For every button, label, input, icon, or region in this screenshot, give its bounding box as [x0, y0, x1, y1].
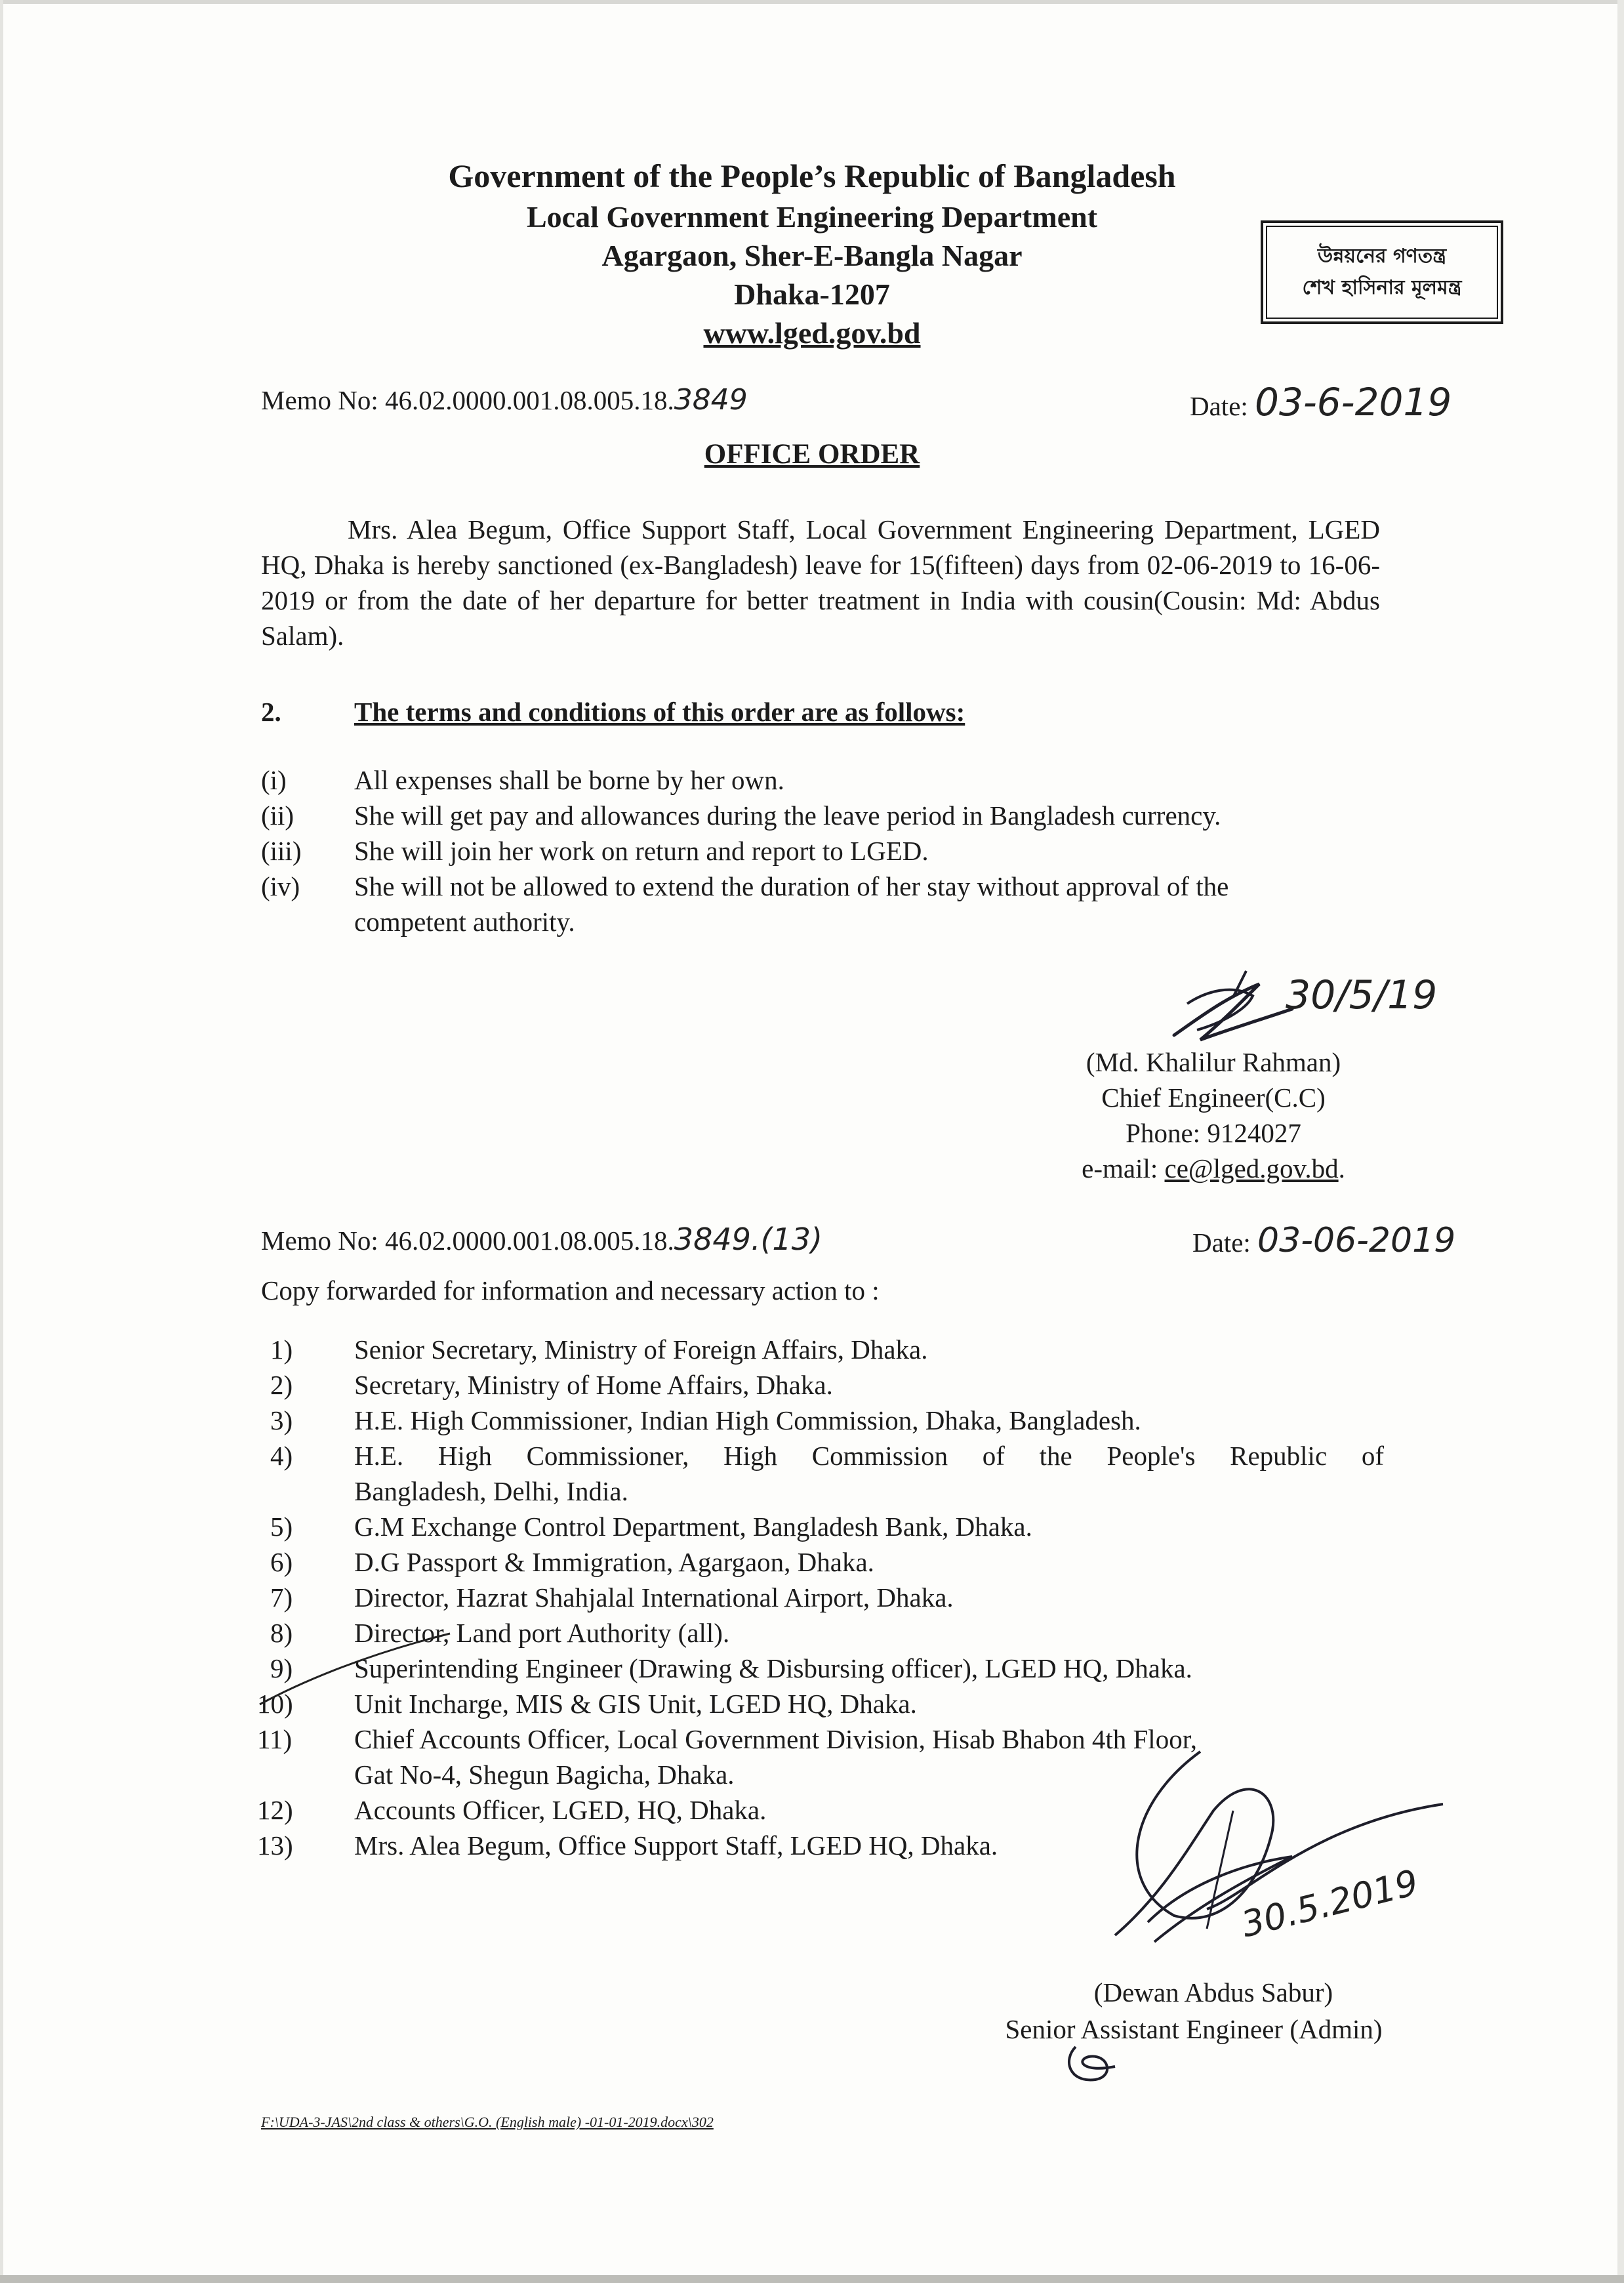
memo-date-label-2: Date:: [1192, 1227, 1251, 1258]
memo-date-1: [1190, 380, 1452, 424]
signature-date-2: 30.5.2019: [1237, 1861, 1423, 1946]
memo-handwritten-date-2: 03-06-2019: [1257, 1221, 1456, 1260]
term-text: All expenses shall be borne by her own.: [354, 765, 784, 795]
recipient-text: Director, Land port Authority (all).: [354, 1618, 730, 1648]
document-title: OFFICE ORDER: [704, 439, 920, 470]
signatory1-title: Chief Engineer(C.C): [1101, 1082, 1326, 1113]
memo-date-2: [1192, 1223, 1455, 1261]
email-suffix: .: [1338, 1153, 1345, 1183]
header-government: Government of the People’s Republic of Bangladesh: [448, 157, 1176, 194]
recipient-text: H.E. High Commissioner, High Commission of the People's Republic of: [354, 1441, 1384, 1471]
recipient-text: Unit Incharge, MIS & GIS Unit, LGED HQ, Dhaka.: [354, 1689, 917, 1719]
footer-file-path: F:\UDA-3-JAS\2nd class & others\G.O. (English male) -01-01-2019.docx\302: [261, 2114, 714, 2130]
signature-senior-assistant-engineer: [1076, 1732, 1482, 1994]
memo-label-2: Memo No: 46.02.0000.001.08.005.18.: [261, 1225, 674, 1256]
signature-date-1: 30/5/19: [1286, 972, 1438, 1018]
signatory1-phone: Phone: 9124027: [1126, 1118, 1301, 1148]
recipient-text-continuation: Bangladesh, Delhi, India.: [354, 1476, 628, 1506]
recipient-number: 13): [257, 1830, 293, 1861]
recipient-number: 1): [270, 1334, 293, 1365]
term-number: (ii): [261, 800, 294, 831]
recipient-text: Chief Accounts Officer, Local Government Division, Hisab Bhabon 4th Floor,: [354, 1724, 1197, 1754]
signatory1-email-line: [1010, 1151, 1417, 1186]
term-number: (iii): [261, 836, 302, 866]
recipient-number: 8): [270, 1618, 293, 1648]
recipient-number: 9): [270, 1653, 293, 1683]
recipient-number: 3): [270, 1405, 293, 1435]
motto-line-1: উন্নয়নের গণতন্ত্র: [1317, 245, 1447, 268]
section-heading: The terms and conditions of this order are as follows:: [354, 697, 965, 727]
signatory1-name: (Md. Khalilur Rahman): [1086, 1047, 1341, 1077]
memo-label-1: Memo No: 46.02.0000.001.08.005.18.: [261, 385, 674, 415]
header-address: Agargaon, Sher-E-Bangla Nagar: [601, 239, 1023, 272]
recipient-text: Secretary, Ministry of Home Affairs, Dhaka.: [354, 1370, 833, 1400]
header-department: Local Government Engineering Department: [526, 200, 1098, 234]
recipient-text: G.M Exchange Control Department, Bangladesh Bank, Dhaka.: [354, 1512, 1032, 1542]
memo-handwritten-date-1: 03-6-2019: [1255, 380, 1452, 424]
header-website[interactable]: www.lged.gov.bd: [703, 316, 921, 350]
term-text: She will not be allowed to extend the duration of her stay without approval of the: [354, 871, 1229, 901]
recipient-text: Director, Hazrat Shahjalal International Airport, Dhaka.: [354, 1582, 954, 1613]
recipient-text: H.E. High Commissioner, Indian High Commission, Dhaka, Bangladesh.: [354, 1405, 1141, 1435]
recipient-number: 2): [270, 1370, 293, 1400]
recipient-number: 7): [270, 1582, 293, 1613]
order-paragraph: Mrs. Alea Begum, Office Support Staff, Local Government Engineering Department, LGED HQ, Dhaka is hereby sanctioned (ex-Bangladesh) leave for 15(fifteen) days from 02-06-2019 to 16-06-2019 or from the date of her departure for better treatment in India with cousin(Cousin: Md: Abdus Salam).: [261, 514, 1380, 651]
term-number: (i): [261, 765, 287, 795]
term-text: She will join her work on return and report to LGED.: [354, 836, 929, 866]
tick-mark-annotation: [253, 1620, 463, 1719]
signatory2-title: Senior Assistant Engineer (Admin): [1005, 2014, 1383, 2044]
memo-handwritten-number-1: 3849: [674, 383, 748, 417]
memo-number-2: [261, 1222, 822, 1259]
header-city: Dhaka-1207: [734, 278, 890, 311]
memo-number-1: [261, 382, 748, 419]
recipient-text: Mrs. Alea Begum, Office Support Staff, LGED HQ, Dhaka.: [354, 1830, 998, 1861]
recipient-text: D.G Passport & Immigration, Agargaon, Dhaka.: [354, 1547, 874, 1577]
term-number: (iv): [261, 871, 300, 901]
section-number: 2.: [261, 697, 281, 727]
memo-handwritten-number-2: 3849.(13): [674, 1222, 822, 1257]
scan-edge-bottom: [0, 2275, 1624, 2283]
initial-mark: [1056, 2034, 1135, 2093]
scan-edge-top: [0, 0, 1624, 4]
recipient-number: 6): [270, 1547, 293, 1577]
recipient-number: 4): [270, 1441, 293, 1471]
email-label: e-mail:: [1082, 1153, 1165, 1183]
recipient-text: Superintending Engineer (Drawing & Disbursing officer), LGED HQ, Dhaka.: [354, 1653, 1192, 1683]
motto-stamp: [1261, 220, 1503, 324]
recipient-number: 5): [270, 1512, 293, 1542]
memo-date-label-1: Date:: [1190, 391, 1248, 421]
recipient-number: 11): [257, 1724, 293, 1754]
term-text-continuation: competent authority.: [354, 907, 575, 937]
copy-forward-intro: Copy forwarded for information and necessary action to :: [261, 1275, 880, 1306]
recipient-text-continuation: Gat No-4, Shegun Bagicha, Dhaka.: [354, 1759, 735, 1790]
recipient-text: Accounts Officer, LGED, HQ, Dhaka.: [354, 1795, 767, 1825]
recipient-number: 12): [257, 1795, 293, 1825]
term-text: She will get pay and allowances during the leave period in Bangladesh currency.: [354, 800, 1221, 831]
recipient-text: Senior Secretary, Ministry of Foreign Affairs, Dhaka.: [354, 1334, 928, 1365]
recipient-number: 10): [257, 1689, 293, 1719]
signatory2-name: (Dewan Abdus Sabur): [1093, 1977, 1333, 2007]
motto-inner-border: [1266, 226, 1498, 319]
motto-line-2: শেখ হাসিনার মূলমন্ত্র: [1302, 276, 1462, 299]
email-link[interactable]: ce@lged.gov.bd: [1164, 1153, 1339, 1183]
